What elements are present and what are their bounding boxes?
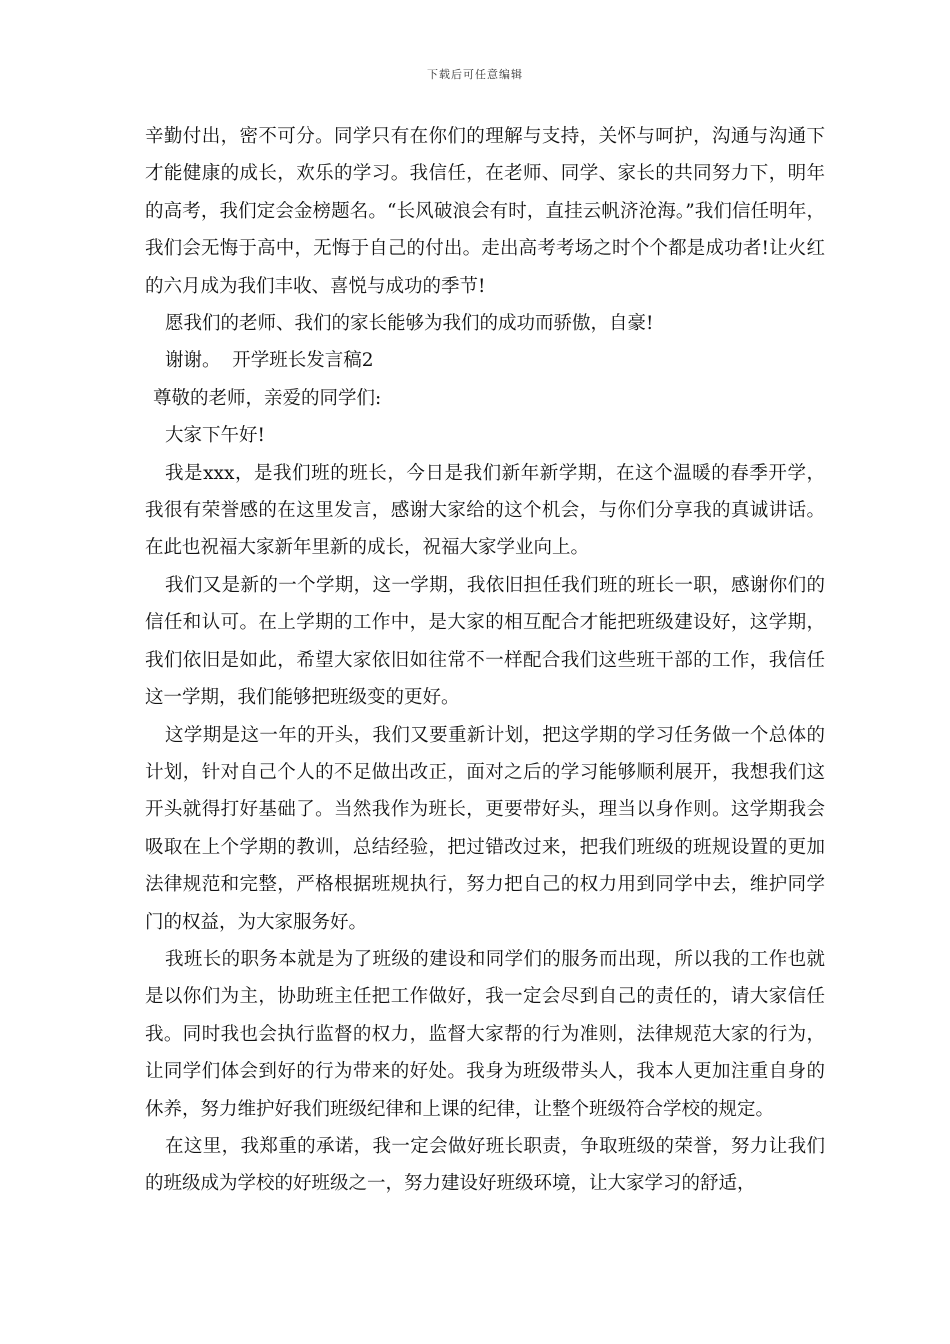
salutation: 尊敬的老师，亲爱的同学们: <box>153 387 382 409</box>
paragraph-7: 我们又是新的一个学期，这一学期，我依旧担任我们班的班长一职，感谢你们的信任和认可。在上学期的工作中，是大家的相互配合才能把班级建设好，这学期，我们依旧是如此，希望大家依旧如往常不一样配合我们这些班干部的工作，我信任这一学期，我们能够把班级变的更好。 <box>145 574 825 709</box>
paragraph-10: 在这里，我郑重的承诺，我一定会做好班长职责，争取班级的荣誉，努力让我们的班级成为学校的好班级之一，努力建设好班级环境，让大家学习的舒适， <box>145 1135 825 1195</box>
greeting: 大家下午好! <box>165 425 265 447</box>
paragraph-3: 谢谢。 开学班长发言稿2 <box>165 350 374 372</box>
paragraph-8: 这学期是这一年的开头，我们又要重新计划，把这学期的学习任务做一个总体的计划，针对自己个人的不足做出改正，面对之后的学习能够顺利展开，我想我们这开头就得打好基础了。当然我作为班长，更要带好头，理当以身作则。这学期我会吸取在上个学期的教训，总结经验，把过错改过来，把我们班级的班规设置的更加法律规范和完整，严格根据班规执行，努力把自己的权力用到同学中去，维护同学门的权益，为大家服务好。 <box>145 724 825 933</box>
paragraph-2: 愿我们的老师、我们的家长能够为我们的成功而骄傲，自豪! <box>165 313 654 335</box>
paragraph-6: 我是xxx，是我们班的班长，今日是我们新年新学期，在这个温暖的春季开学，我很有荣誉感的在这里发言，感谢大家给的这个机会，与你们分享我的真诚讲话。在此也祝福大家新年里新的成长，祝福大家学业向上。 <box>145 462 825 559</box>
page-header: 下载后可任意编辑 <box>427 68 523 81</box>
paragraph-1: 辛勤付出，密不可分。同学只有在你们的理解与支持，关怀与呵护，沟通与沟通下才能健康的成长，欢乐的学习。我信任，在老师、同学、家长的共同努力下，明年的高考，我们定会金榜题名。“长风破浪会有时，直挂云帆济沧海。”我们信任明年，我们会无悔于高中，无悔于自己的付出。走出高考考场之时个个都是成功者!让火红的六月成为我们丰收、喜悦与成功的季节! <box>145 126 825 297</box>
paragraph-9: 我班长的职务本就是为了班级的建设和同学们的服务而出现，所以我的工作也就是以你们为主，协助班主任把工作做好，我一定会尽到自己的责任的，请大家信任我。同时我也会执行监督的权力，监督大家帮的行为准则，法律规范大家的行为，让同学们体会到好的行为带来的好处。我身为班级带头人，我本人更加注重自身的休养，努力维护好我们班级纪律和上课的纪律，让整个班级符合学校的规定。 <box>145 948 825 1120</box>
document-body <box>145 118 825 1203</box>
